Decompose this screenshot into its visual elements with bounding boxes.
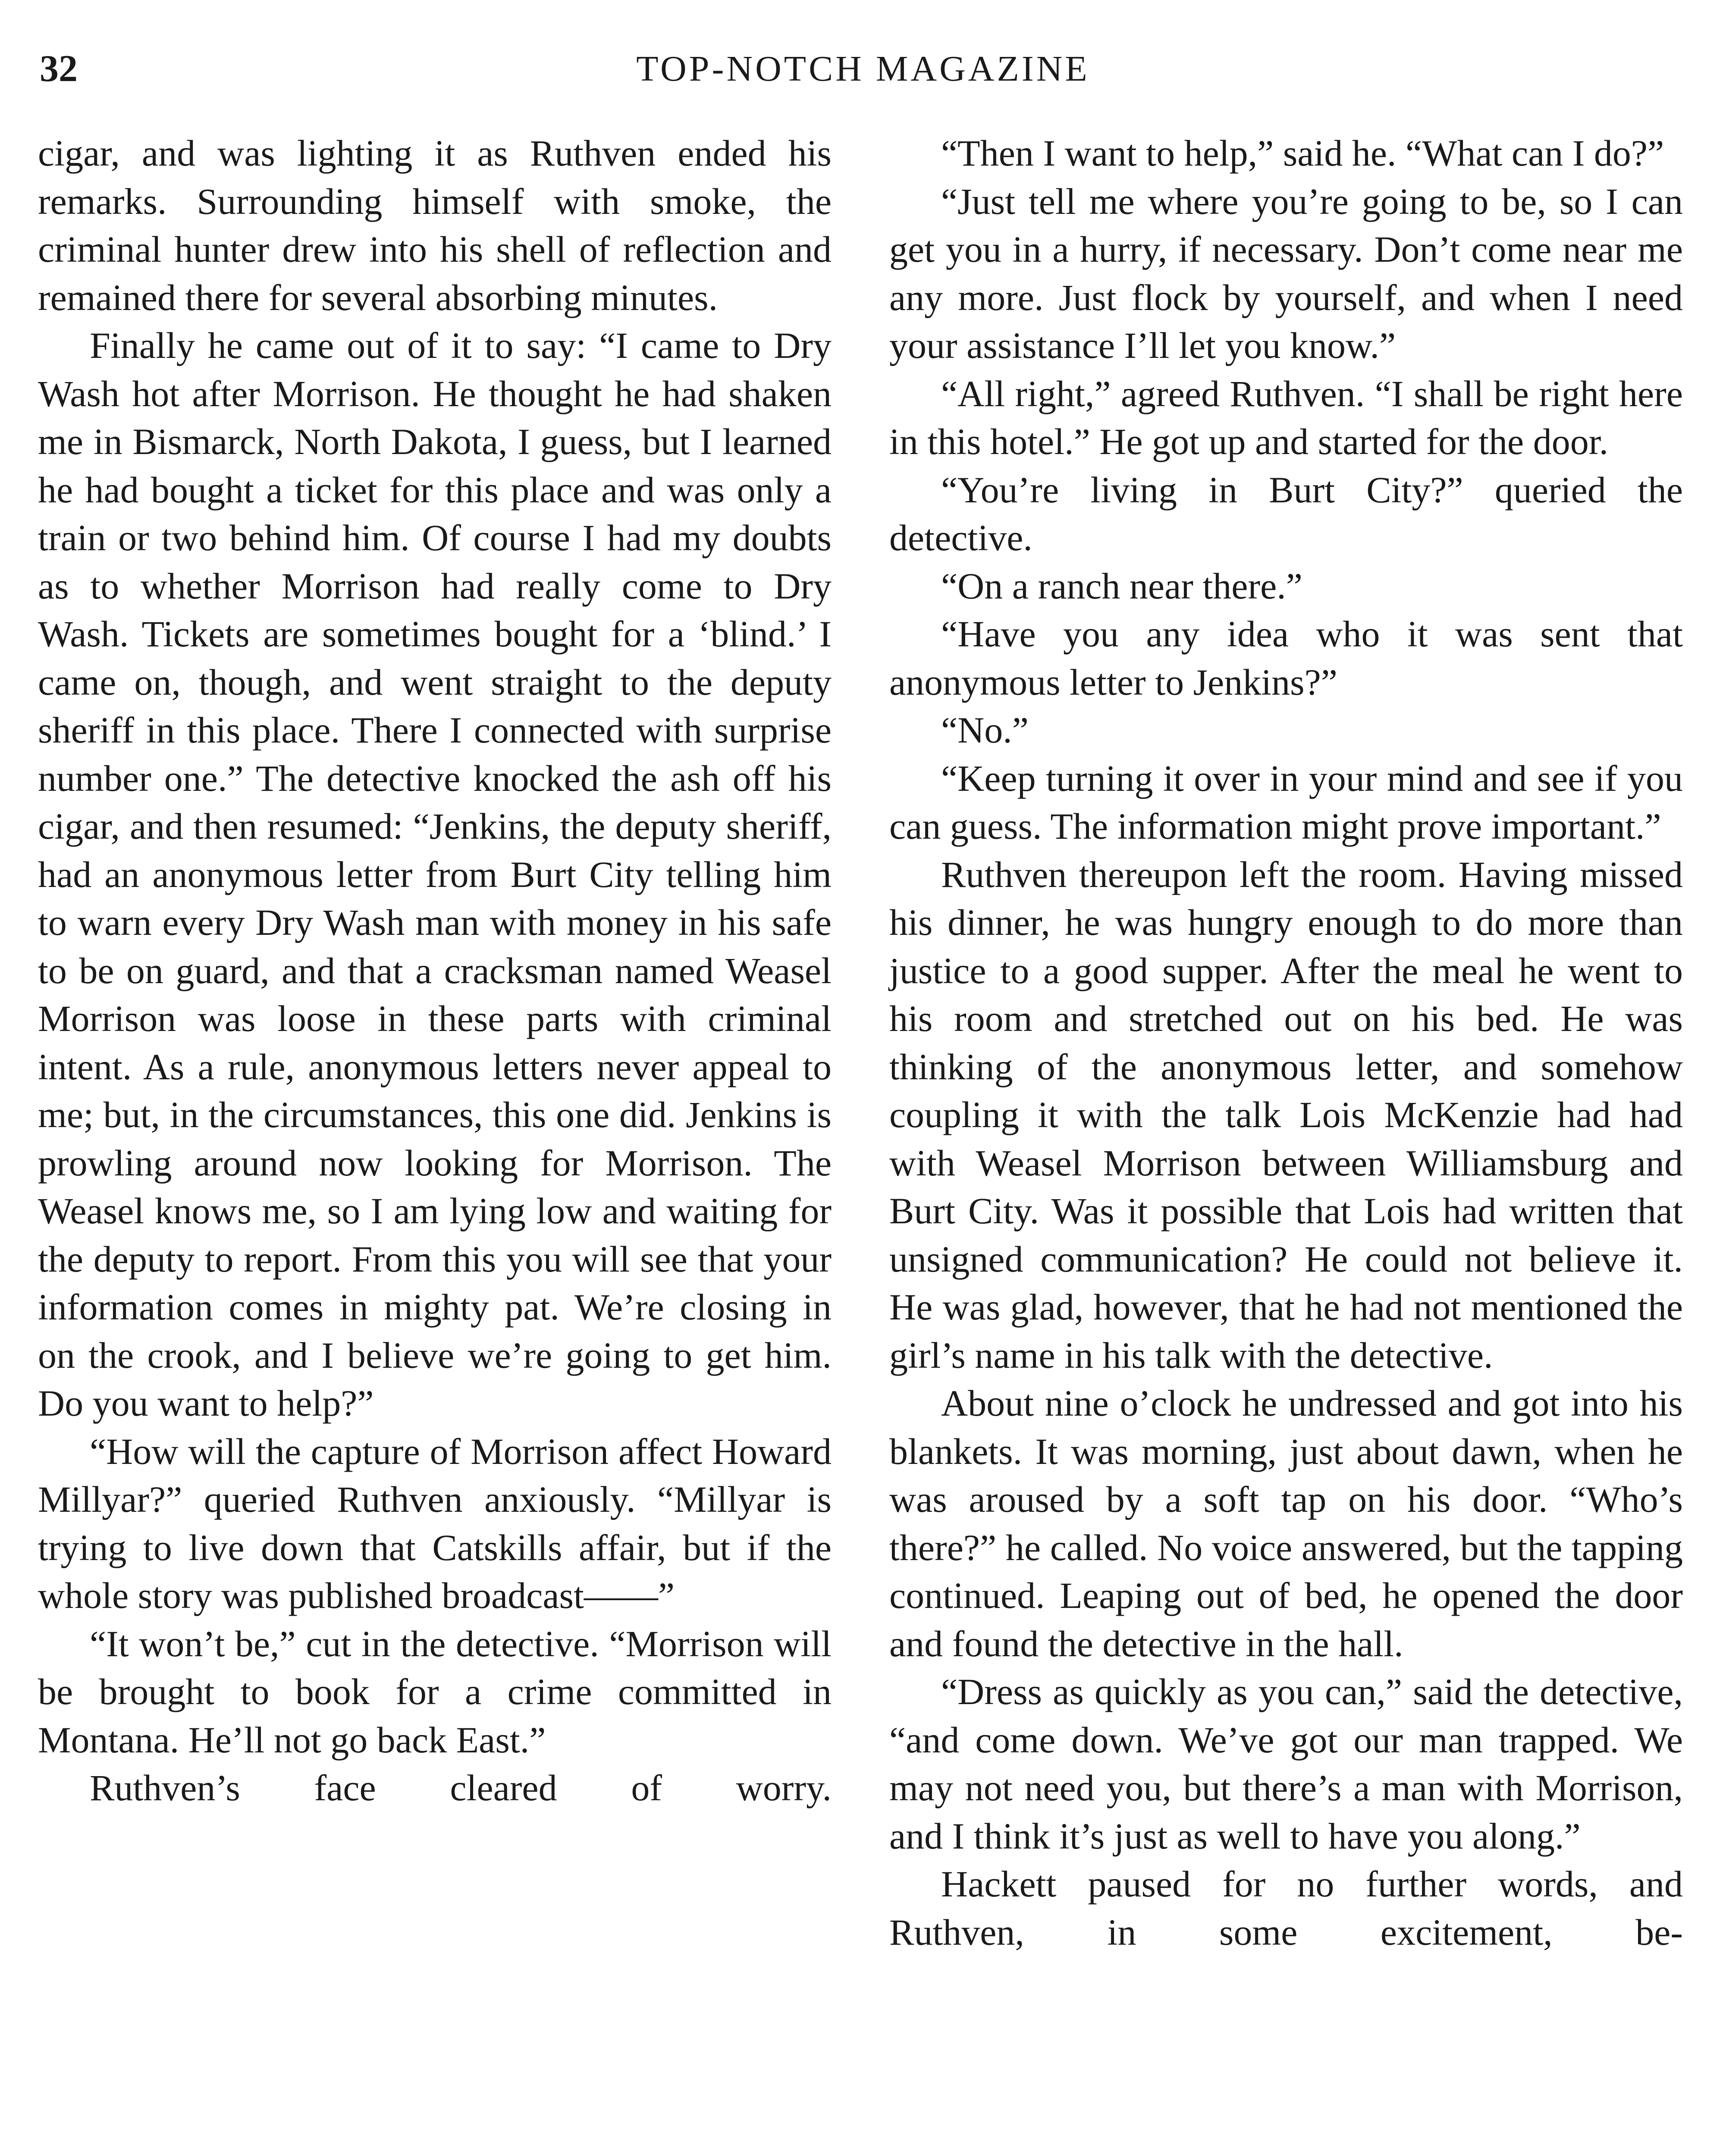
- paragraph: “No.”: [941, 709, 1029, 751]
- paragraph: “It won’t be,” cut in the detective. “Morrison will be brought to book for a crime committed in Montana. He’ll not go back East.”: [38, 1623, 832, 1761]
- page-header: [0, 45, 1726, 93]
- paragraph: “Keep turning it over in your mind and see if you can guess. The information might prove important.”: [889, 757, 1683, 847]
- paragraph: About nine o’clock he undressed and got into his blankets. It was morning, just about dawn, when he was aroused by a soft tap on his door. “Who’s there?” he called. No voice answered, but the tapping continued. Leaping out of bed, he opened the door and found the detective in the hall.: [889, 1382, 1683, 1664]
- paragraph: “On a ranch near there.”: [941, 565, 1302, 607]
- running-title: TOP-NOTCH MAGAZINE: [636, 49, 1090, 89]
- paragraph: “You’re living in Burt City?” queried the detective.: [889, 469, 1683, 558]
- paragraph: cigar, and was lighting it as Ruthven ended his remarks. Surrounding himself with smoke, the criminal hunter drew into his shell of reflection and remained there for several absorbing minutes.: [38, 132, 832, 318]
- paragraph: Ruthven thereupon left the room. Having missed his dinner, he was hungry enough to do more than justice to a good supper. After the meal he went to his room and stretched out on his bed. He was thinking of the anonymous letter, and somehow coupling it with the talk Lois McKenzie had had with Weasel Morrison between Williamsburg and Burt City. Was it possible that Lois had written that unsigned communication? He could not believe it. He was glad, however, that he had not mentioned the girl’s name in his talk with the detective.: [889, 853, 1683, 1376]
- paragraph: “Dress as quickly as you can,” said the detective, “and come down. We’ve got our man trapped. We may not need you, but there’s a man with Morrison, and I think it’s just as well to have you along.”: [889, 1671, 1683, 1857]
- paragraph: “How will the capture of Morrison affect Howard Millyar?” queried Ruthven anxiously. “Millyar is trying to live down that Catskills affair, but if the whole story was published broadcast——”: [38, 1430, 832, 1616]
- paragraph: Finally he came out of it to say: “I came to Dry Wash hot after Morrison. He thought he had shaken me in Bismarck, North Dakota, I guess, but I learned he had bought a ticket for this place and was only a train or two behind him. Of course I had my doubts as to whether Morrison had really come to Dry Wash. Tickets are sometimes bought for a ‘blind.’ I came on, though, and went straight to the deputy sheriff in this place. There I connected with surprise number one.” The detective knocked the ash off his cigar, and then resumed: “Jenkins, the deputy sheriff, had an anonymous letter from Burt City telling him to warn every Dry Wash man with money in his safe to be on guard, and that a cracksman named Weasel Morrison was loose in these parts with criminal intent. As a rule, anonymous letters never appeal to me; but, in the circumstances, this one did. Jenkins is prowling around now looking for Morrison. The Weasel knows me, so I am lying low and waiting for the deputy to report. From this you will see that your information comes in mighty pat. We’re closing in on the crook, and I believe we’re going to get him. Do you want to help?”: [38, 325, 832, 1424]
- paragraph: “Have you any idea who it was sent that anonymous letter to Jenkins?”: [889, 613, 1683, 703]
- paragraph: “Just tell me where you’re going to be, so I can get you in a hurry, if necessary. Don’t come near me any more. Just flock by yourself, and when I need your assistance I’ll let you know.”: [889, 180, 1683, 366]
- paragraph: “Then I want to help,” said he. “What can I do?”: [941, 132, 1664, 174]
- paragraph: “All right,” agreed Ruthven. “I shall be right here in this hotel.” He got up and started for the door.: [889, 373, 1683, 462]
- page-number: 32: [40, 48, 78, 90]
- paragraph: Ruthven’s face cleared of worry.: [90, 1767, 832, 1808]
- left-column: [38, 129, 832, 1812]
- paragraph: Hackett paused for no further words, and Ruthven, in some excitement, be-: [889, 1863, 1683, 1953]
- right-column: [889, 129, 1683, 1956]
